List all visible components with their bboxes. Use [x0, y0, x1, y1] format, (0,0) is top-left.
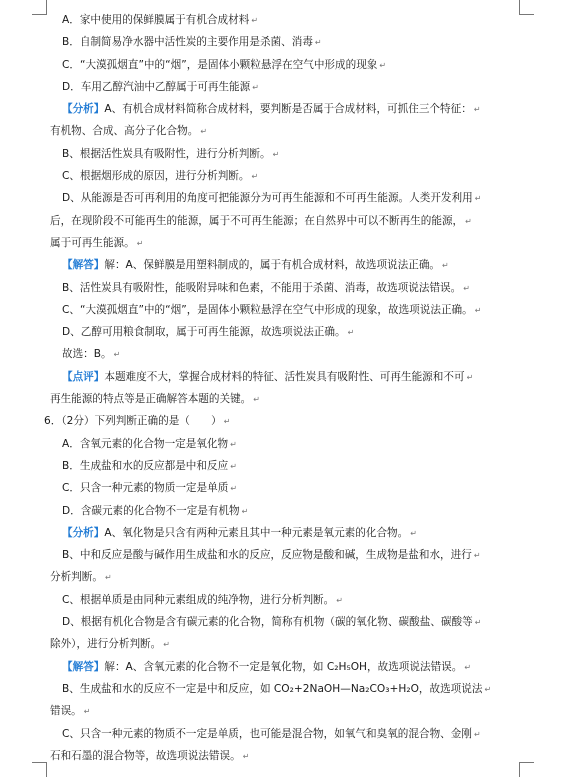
paragraph-mark-icon: ↵ [252, 82, 259, 92]
text-line [50, 232, 502, 254]
line-text: B、根据活性炭具有吸附性，进行分析判断。 [62, 147, 271, 160]
line-text: 解：A、含氧元素的化合物不一定是氧化物，如 C₂H₅OH，故选项说法错误。 [104, 660, 463, 673]
paragraph-mark-icon: ↵ [410, 528, 417, 538]
text-line [50, 321, 502, 343]
line-text: 错误。 [50, 705, 82, 718]
line-text: B、活性炭具有吸附性，能吸附异味和色素，不能用于杀菌、消毒，故选项说法错误。 [62, 281, 462, 294]
paragraph-mark-icon: ↵ [104, 573, 112, 583]
paragraph-mark-icon: ↵ [242, 751, 250, 761]
paragraph-mark-icon: ↵ [223, 417, 231, 427]
paragraph-mark-icon: ↵ [136, 238, 144, 248]
line-text: 分析判断。 [50, 571, 103, 584]
line-text: 除外），进行分析判断。 [50, 638, 162, 651]
line-text: C．只含一种元素的物质一定是单质 [62, 482, 229, 495]
text-line [50, 388, 502, 410]
paragraph-mark-icon: ↵ [314, 38, 322, 48]
text-line [50, 522, 502, 544]
text-line [50, 477, 502, 499]
line-text: D．车用乙醇汽油中乙醇属于可再生能源 [62, 80, 251, 93]
text-line [50, 455, 502, 477]
text-line [50, 187, 502, 209]
text-line [50, 366, 502, 388]
text-line [50, 31, 502, 53]
text-line [50, 54, 502, 76]
line-text: A．含氧元素的化合物一定是氧化物 [62, 437, 229, 450]
text-line [50, 633, 502, 655]
section-tag: 【点评】 [62, 370, 105, 383]
paragraph-mark-icon: ↵ [474, 618, 482, 628]
line-text: C、根据单质是由同种元素组成的纯净物，进行分析判断。 [62, 593, 335, 606]
paragraph-mark-icon: ↵ [336, 595, 343, 605]
line-text: A、有机合成材料简称合成材料，要判断是否属于合成材料，可抓住三个特征： [104, 103, 472, 116]
paragraph-mark-icon: ↵ [272, 149, 280, 159]
line-text: 属于可再生能源。 [50, 236, 135, 249]
text-line [44, 410, 502, 432]
paragraph-mark-icon: ↵ [251, 172, 259, 182]
crop-mark-bottom-right [519, 762, 534, 777]
text-line [50, 656, 502, 678]
crop-mark-top-right [519, 0, 534, 15]
text-line [50, 566, 502, 588]
text-line [50, 343, 502, 365]
line-text: 本题难度不大，掌握合成材料的特征、活性炭具有吸附性、可再生能源和不可 [104, 370, 465, 383]
paragraph-mark-icon: ↵ [163, 640, 170, 650]
text-line [50, 500, 502, 522]
text-line [50, 723, 502, 745]
text-line [50, 678, 502, 700]
paragraph-mark-icon: ↵ [473, 105, 481, 115]
text-line [50, 76, 502, 98]
paragraph-mark-icon: ↵ [200, 127, 208, 137]
section-tag: 【分析】 [62, 103, 105, 116]
paragraph-mark-icon: ↵ [465, 216, 472, 226]
paragraph-mark-icon: ↵ [463, 283, 470, 293]
section-tag: 【解答】 [62, 660, 105, 673]
line-text: 解：A、保鲜膜是用塑料制成的，属于有机合成材料，故选项说法正确。 [104, 259, 441, 272]
text-line [50, 98, 502, 120]
text-line [50, 433, 502, 455]
line-text: 石和石墨的混合物等，故选项说法错误。 [50, 749, 241, 762]
line-text: A、氧化物是只含有两种元素且其中一种元素是氧元素的化合物。 [104, 526, 409, 539]
paragraph-mark-icon: ↵ [230, 484, 238, 494]
text-line [50, 165, 502, 187]
text-line [50, 254, 502, 276]
text-line [50, 120, 502, 142]
text-line [50, 700, 502, 722]
line-text: C．“大漠孤烟直”中的“烟”，是固体小颗粒悬浮在空气中形成的现象 [62, 58, 378, 71]
paragraph-mark-icon: ↵ [253, 395, 260, 405]
line-text: D、根据有机化合物是含有碳元素的化合物，简称有机物（碳的氧化物、碳酸盐、碳酸等 [62, 616, 473, 629]
line-text: B、生成盐和水的反应不一定是中和反应，如 CO₂+2NaOH—Na₂CO₃+H₂O，故选项说法 [62, 682, 483, 695]
paragraph-mark-icon: ↵ [83, 707, 91, 717]
line-text: A．家中使用的保鲜膜属于有机合成材料 [62, 14, 250, 26]
paragraph-mark-icon: ↵ [466, 372, 474, 382]
text-line [50, 745, 502, 767]
paragraph-mark-icon: ↵ [251, 16, 259, 25]
paragraph-mark-icon: ↵ [347, 328, 355, 338]
line-text: B．生成盐和水的反应都是中和反应 [62, 459, 229, 472]
line-text: C、只含一种元素的物质不一定是单质，也可能是混合物，如氧气和臭氧的混合物、金刚 [62, 727, 472, 740]
line-text: C、“大漠孤烟直”中的“烟”，是固体小颗粒悬浮在空气中形成的现象，故选项说法正确。 [62, 303, 473, 316]
paragraph-mark-icon: ↵ [473, 551, 481, 561]
line-text: D、乙醇可用粮食制取，属于可再生能源，故选项说法正确。 [62, 326, 346, 339]
text-line [50, 299, 502, 321]
text-line [50, 143, 502, 165]
paragraph-mark-icon: ↵ [230, 439, 237, 449]
text-line [50, 9, 502, 31]
text-line [50, 544, 502, 566]
text-line [50, 611, 502, 633]
line-text: B．自制简易净水器中活性炭的主要作用是杀菌、消毒 [62, 36, 313, 49]
line-text: D．含碳元素的化合物不一定是有机物 [62, 504, 240, 517]
paragraph-mark-icon: ↵ [484, 684, 492, 694]
section-tag: 【解答】 [62, 259, 105, 272]
line-text: 6．（2分）下列判断正确的是（ ） [44, 415, 222, 428]
paragraph-mark-icon: ↵ [464, 662, 472, 672]
text-line [50, 210, 502, 232]
line-text: B、中和反应是酸与碱作用生成盐和水的反应，反应物是酸和碱，生成物是盐和水，进行 [62, 549, 472, 562]
paragraph-mark-icon: ↵ [474, 194, 482, 204]
line-text: 有机物、合成、高分子化合物。 [50, 125, 199, 138]
text-line [50, 277, 502, 299]
section-tag: 【分析】 [62, 526, 105, 539]
line-text: C、根据烟形成的原因，进行分析判断。 [62, 170, 250, 183]
paragraph-mark-icon: ↵ [442, 261, 449, 271]
crop-mark-bottom-left [32, 762, 47, 777]
paragraph-mark-icon: ↵ [474, 305, 482, 315]
paragraph-mark-icon: ↵ [379, 60, 387, 70]
line-text: D、从能源是否可再利用的角度可把能源分为可再生能源和不可再生能源。人类开发利用 [62, 192, 473, 205]
paragraph-mark-icon: ↵ [230, 461, 237, 471]
paragraph-mark-icon: ↵ [473, 729, 481, 739]
line-text: 故选：B。 [62, 348, 112, 361]
text-line [50, 589, 502, 611]
line-text: 再生能源的特点等是正确解答本题的关键。 [50, 393, 252, 406]
paragraph-mark-icon: ↵ [241, 506, 249, 516]
paragraph-mark-icon: ↵ [113, 350, 121, 360]
line-text: 后，在现阶段不可能再生的能源，属于不可再生能源；在自然界中可以不断再生的能源， [50, 214, 464, 227]
document-body [44, 9, 502, 767]
crop-mark-top-left [32, 0, 47, 15]
